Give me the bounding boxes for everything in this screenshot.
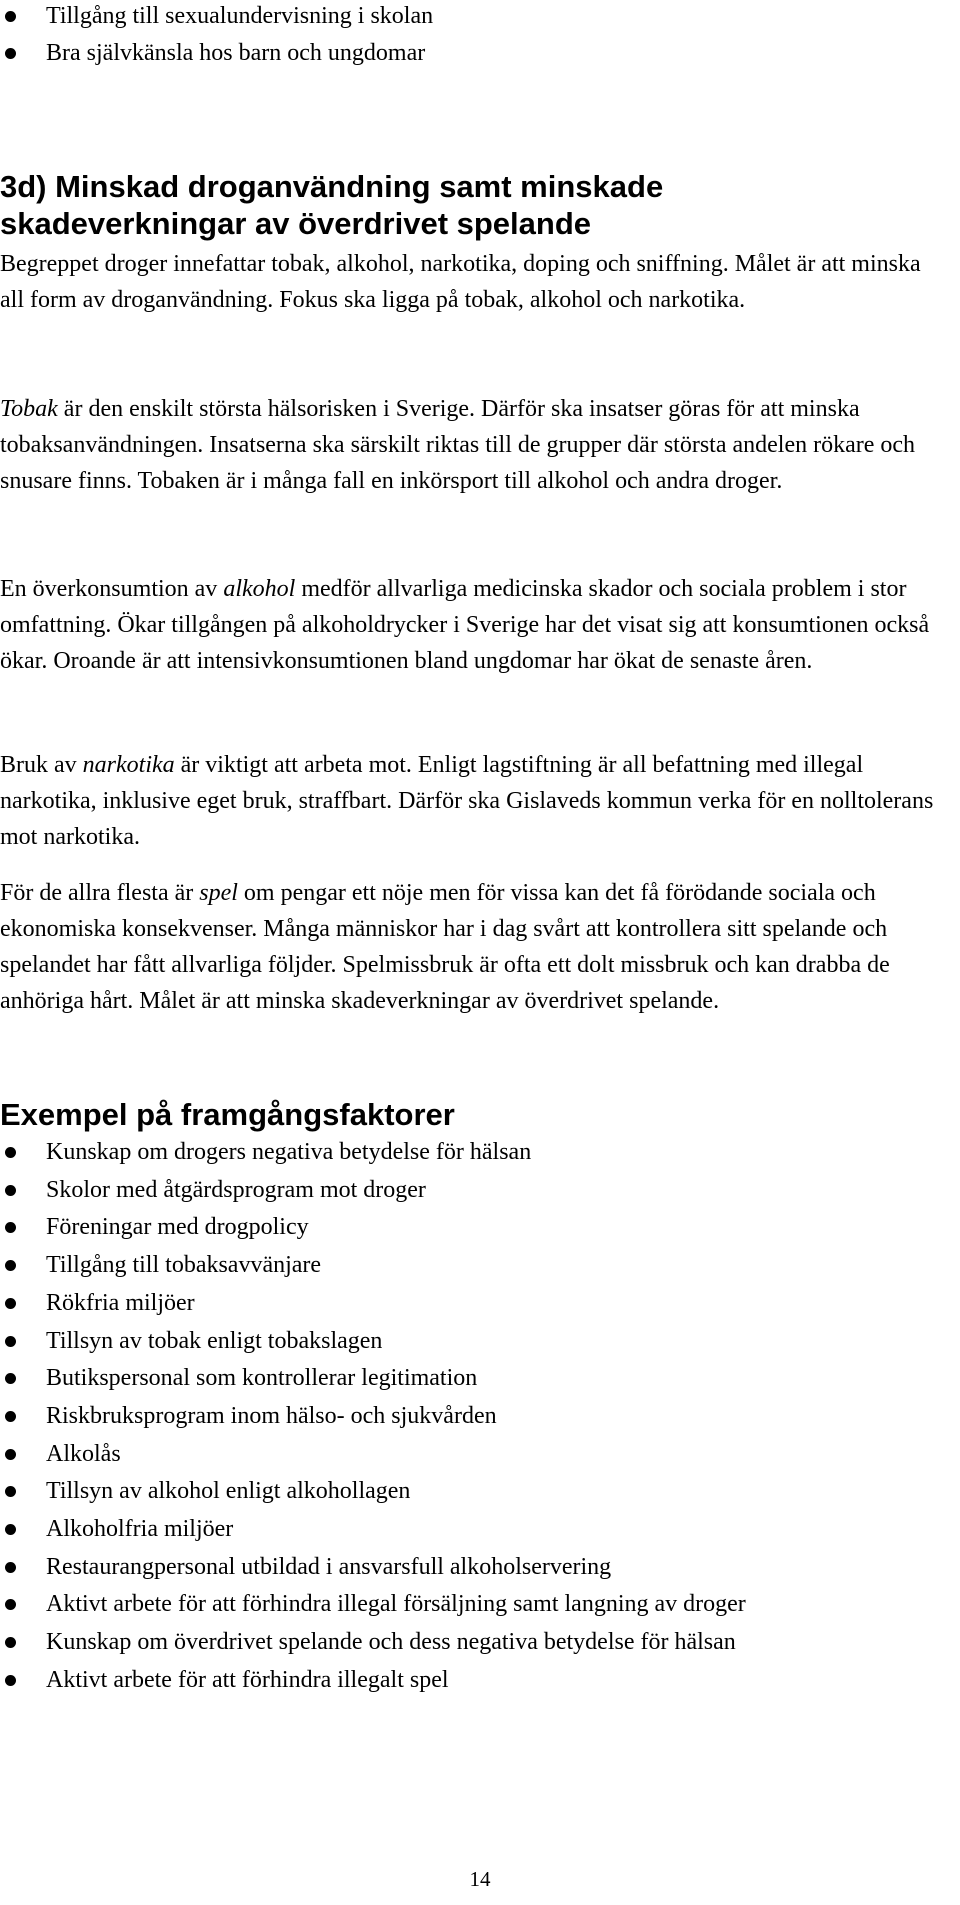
bullet-icon — [5, 1486, 16, 1497]
bullet-icon — [5, 1147, 16, 1158]
list-item — [0, 1247, 746, 1285]
list-item — [0, 1586, 746, 1624]
narkotika-text-after: är viktigt att arbeta mot. Enligt lagstiftning är all befattning med illegal narkotika, inklusive eget bruk, straffbart. Därför ska Gislaveds kommun verka för en nolltolerans mot narkotika. — [0, 752, 934, 850]
bullet-icon — [5, 1260, 16, 1271]
list-item-text: Föreningar med drogpolicy — [46, 1214, 309, 1241]
alkohol-term: alkohol — [223, 576, 296, 602]
alkohol-paragraph — [0, 571, 950, 679]
tobak-paragraph — [0, 391, 950, 499]
bullet-icon — [5, 1562, 16, 1573]
bullet-icon — [5, 1675, 16, 1686]
list-item-text: Kunskap om överdrivet spelande och dess negativa betydelse för hälsan — [46, 1629, 736, 1656]
bullet-icon — [5, 1449, 16, 1460]
tobak-text: är den enskilt största hälsorisken i Sverige. Därför ska insatser göras för att minska tobaksanvändningen. Insatserna ska särskilt riktas till de grupper där största andelen rökare och snusare finns. Tobaken är i många fall en inkörsport till alkohol och andra droger. — [0, 396, 916, 494]
bullet-icon — [5, 1222, 16, 1233]
bullet-icon — [5, 1185, 16, 1196]
list-item-text: Restaurangpersonal utbildad i ansvarsfull alkoholservering — [46, 1553, 612, 1580]
list-item-text: Tillgång till tobaksavvänjare — [46, 1252, 322, 1279]
section-heading — [0, 168, 940, 242]
narkotika-text-before: Bruk av — [0, 752, 83, 778]
list-item — [0, 1436, 746, 1474]
list-item — [0, 1172, 746, 1210]
narkotika-paragraph — [0, 747, 950, 855]
list-item — [0, 0, 433, 35]
factors-heading: Exempel på framgångsfaktorer — [0, 1097, 455, 1132]
bullet-icon — [5, 48, 16, 59]
list-item-text: Aktivt arbete för att förhindra illegalt spel — [46, 1666, 449, 1693]
list-item — [0, 1398, 746, 1436]
list-item — [0, 1134, 746, 1172]
list-item-text: Aktivt arbete för att förhindra illegal försäljning samt langning av droger — [46, 1591, 746, 1618]
spel-term: spel — [199, 880, 238, 906]
spel-text-after: om pengar ett nöje men för vissa kan det få förödande sociala och ekonomiska konsekvenser. Många människor har i dag svårt att kontrollera sitt spelande och spelandet har fått allvarliga följder. Spelmissbruk är ofta ett dolt missbruk och kan drabba de anhöriga hårt. Målet är att minska skadeverkningar av överdrivet spelande. — [0, 880, 890, 1014]
alkohol-text-after: medför allvarliga medicinska skador och sociala problem i stor omfattning. Ökar tillgången på alkoholdrycker i Sverige har det visat sig att konsumtionen också ökar. Oroande är att intensivkonsumtionen bland ungdomar har ökat de senaste åren. — [0, 576, 930, 674]
list-item-text: Tillsyn av alkohol enligt alkohollagen — [46, 1478, 411, 1505]
list-item-text: Skolor med åtgärdsprogram mot droger — [46, 1176, 426, 1203]
bullet-icon — [5, 11, 16, 22]
list-item-text: Tillgång till sexualundervisning i skolan — [46, 3, 434, 29]
intro-paragraph: Begreppet droger innefattar tobak, alkohol, narkotika, doping och sniffning. Målet är att minska all form av droganvändning. Fokus ska ligga på tobak, alkohol och narkotika. — [0, 251, 921, 313]
section-heading-line-1: 3d) Minskad droganvändning samt minskade — [0, 169, 664, 204]
factors-bullet-list — [0, 1134, 746, 1700]
tobak-term: Tobak — [0, 396, 58, 422]
list-item — [0, 1360, 746, 1398]
alkohol-text-before: En överkonsumtion av — [0, 576, 224, 602]
list-item-text: Rökfria miljöer — [46, 1289, 195, 1316]
bullet-icon — [5, 1524, 16, 1535]
list-item — [0, 1511, 746, 1549]
page-number: 14 — [469, 1867, 491, 1891]
list-item-text: Bra självkänsla hos barn och ungdomar — [46, 40, 426, 66]
list-item-text: Tillsyn av tobak enligt tobakslagen — [46, 1327, 383, 1354]
list-item-text: Alkolås — [46, 1440, 121, 1467]
list-item-text: Kunskap om drogers negativa betydelse för hälsan — [46, 1139, 532, 1165]
list-item — [0, 1285, 746, 1323]
list-item — [0, 1209, 746, 1247]
bullet-icon — [5, 1637, 16, 1648]
spel-paragraph — [0, 875, 950, 1019]
bullet-icon — [5, 1298, 16, 1309]
section-heading-line-2: skadeverkningar av överdrivet spelande — [0, 206, 592, 241]
list-item — [0, 1549, 746, 1587]
list-item — [0, 1473, 746, 1511]
bullet-icon — [5, 1373, 16, 1384]
list-item — [0, 1624, 746, 1662]
top-bullet-list — [0, 0, 433, 72]
narkotika-term: narkotika — [82, 752, 175, 778]
bullet-icon — [5, 1599, 16, 1610]
list-item-text: Riskbruksprogram inom hälso- och sjukvården — [46, 1402, 497, 1429]
list-item — [0, 35, 433, 72]
bullet-icon — [5, 1336, 16, 1347]
bullet-icon — [5, 1411, 16, 1422]
list-item — [0, 1323, 746, 1361]
list-item-text: Butikspersonal som kontrollerar legitimation — [46, 1365, 478, 1392]
list-item-text: Alkoholfria miljöer — [46, 1516, 234, 1543]
list-item — [0, 1662, 746, 1700]
spel-text-before: För de allra flesta är — [0, 880, 200, 906]
